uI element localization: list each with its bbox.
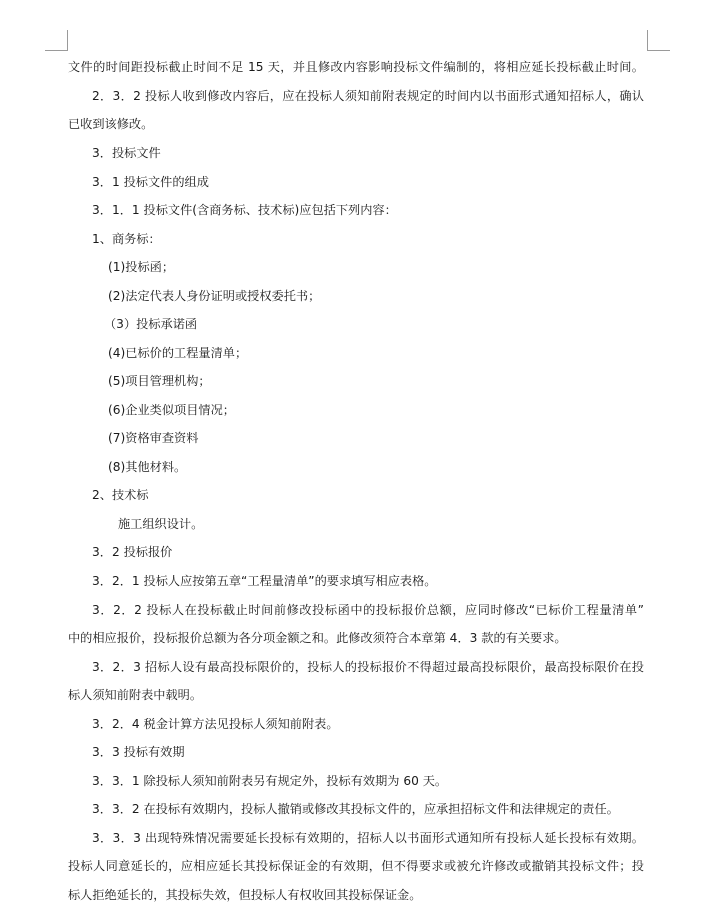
page-corner-mark-left [45,30,68,51]
text-line: 3．3．3 出现特殊情况需要延长投标有效期的，招标人以书面形式通知所有投标人延长投标有效期。 [92,831,644,845]
text-line: 3．3．1 除投标人须知前附表另有规定外，投标有效期为 60 天。 [92,774,448,788]
list-item: 施工组织设计。 [118,517,204,531]
text-line: 2．3．2 投标人收到修改内容后，应在投标人须知前附表规定的时间内以书面形式通知招标人，确认 [92,89,644,103]
text-line: 3．3．2 在投标有效期内，投标人撤销或修改其投标文件的，应承担招标文件和法律规定的责任。 [92,802,619,816]
text-line: 3．2．4 税金计算方法见投标人须知前附表。 [92,717,339,731]
list-item: (1)投标函； [108,260,175,274]
list-item: (6)企业类似项目情况； [108,403,235,417]
text-line: 3．2．1 投标人应按第五章“工程量清单”的要求填写相应表格。 [92,574,437,588]
list-item: (5)项目管理机构； [108,374,211,388]
section-heading: 3．投标文件 [92,146,161,160]
text-line: 文件的时间距投标截止时间不足 15 天，并且修改内容影响投标文件编制的，将相应延长投标截止时间。 [68,60,644,74]
subsection-heading: 3．2 投标报价 [92,545,173,559]
text-line: 已收到该修改。 [68,117,154,131]
list-item: (8)其他材料。 [108,460,187,474]
text-line: 投标人同意延长的，应相应延长其投标保证金的有效期，但不得要求或被允许修改或撤销其投标文件；投 [68,859,644,873]
text-line: 标人拒绝延长的，其投标失效，但投标人有权收回其投标保证金。 [68,888,422,902]
text-line: 标人须知前附表中载明。 [68,688,203,702]
text-line: 3．2．2 投标人在投标截止时间前修改投标函中的投标报价总额，应同时修改“已标价工程量清单” [92,603,644,617]
list-item: (2)法定代表人身份证明或授权委托书； [108,289,321,303]
list-item: (7)资格审查资料 [108,431,199,445]
subsection-heading: 3．1 投标文件的组成 [92,175,209,189]
subsection-heading: 3．3 投标有效期 [92,745,185,759]
text-line: 3．2．3 招标人设有最高投标限价的，投标人的投标报价不得超过最高投标限价，最高投标限价在投 [92,660,644,674]
list-item: (4)已标价的工程量清单； [108,346,248,360]
text-line: 中的相应报价，投标报价总额为各分项金额之和。此修改须符合本章第 4．3 款的有关要求。 [68,631,567,645]
text-line: 3．1．1 投标文件(含商务标、技术标)应包括下列内容： [92,203,397,217]
page-corner-mark-right [647,30,670,51]
list-heading: 2、技术标 [92,488,149,502]
list-heading: 1、商务标： [92,232,161,246]
list-item: （3）投标承诺函 [104,317,198,331]
